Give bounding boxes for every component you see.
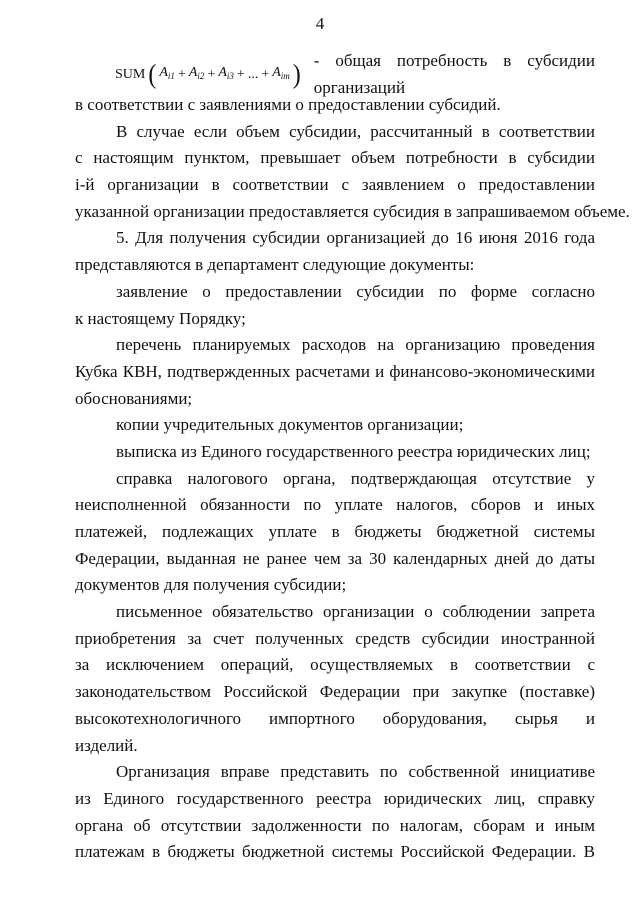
text-line: платежей, подлежащих уплате в бюджеты бюджетной системы: [75, 522, 595, 541]
formula-plus: +: [207, 66, 216, 82]
text-line: в соответствии с заявлениями о предоставлении субсидий.: [75, 95, 501, 114]
text-line: Федерации, выданная не ранее чем за 30 календарных дней до даты: [75, 548, 595, 568]
formula-close-paren: ): [292, 60, 301, 90]
text-line: представляются в департамент следующие документы:: [75, 255, 475, 275]
text-line: i-й организации в соответствии с заявлением о предоставлении: [75, 175, 595, 195]
text-line: с настоящим пунктом, превышает объем потребности в субсидии: [75, 148, 595, 168]
text-line: Организация вправе представить по собственной инициативе: [116, 762, 595, 782]
text-line: перечень планируемых расходов на организацию проведения: [116, 335, 595, 355]
formula-line: [75, 51, 595, 97]
text-line: Кубка КВН, подтвержденных расчетами и финансово-экономическими: [75, 361, 595, 381]
text-line: платежам в бюджеты бюджетной системы Российской Федерации. В: [75, 842, 595, 862]
text-line: заявление о предоставлении субсидии по форме согласно: [116, 281, 595, 301]
text-line: выписка из Единого государственного реестра юридических лиц;: [116, 441, 591, 461]
text-line: копии учредительных документов организации;: [116, 415, 464, 435]
formula-term: $A_{i3}$: [218, 65, 234, 82]
formula-term: $A_{i2}$: [188, 65, 205, 82]
page-number: 4: [315, 14, 325, 33]
text-line: обоснованиями;: [75, 388, 193, 408]
text-line: 5. Для получения субсидии организацией до 16 июня 2016 года: [116, 228, 595, 248]
formula-term: $A_{i1}$: [159, 65, 175, 82]
text-line: документов для получения субсидии;: [75, 575, 347, 595]
formula-open-paren: (: [148, 60, 157, 90]
text-line: В случае если объем субсидии, рассчитанный в соответствии: [116, 121, 595, 141]
formula-plus: +: [236, 66, 245, 82]
sum-formula: [75, 60, 304, 90]
text-line: из Единого государственного реестра юридических лиц, справку: [75, 788, 595, 808]
text-line: изделий.: [75, 735, 138, 755]
formula-plus: +: [177, 66, 186, 82]
formula-plus: +: [261, 66, 270, 82]
document-body: [75, 51, 630, 866]
formula-ellipsis: ...: [247, 66, 259, 82]
text-line: органа об отсутствии задолженности по налогам, сборам и иным: [75, 815, 595, 835]
text-line: приобретения за счет полученных средств субсидии иностранной: [75, 628, 595, 648]
text-line: к настоящему Порядку;: [75, 308, 246, 328]
text-line: письменное обязательство организации о соблюдении запрета: [116, 602, 595, 622]
text-line: - общая потребность в субсидии организаций: [313, 51, 595, 97]
text-line: указанной организации предоставляется субсидия в запрашиваемом объеме.: [75, 201, 630, 221]
text-line: за исключением операций, осуществляемых в соответствии с: [75, 655, 595, 675]
text-line: справка налогового органа, подтверждающая отсутствие у: [116, 468, 595, 488]
formula-term: $A_{im}$: [272, 65, 290, 82]
formula-func: SUM: [115, 66, 146, 82]
text-line: неисполненной обязанности по уплате налогов, сборов и иных: [75, 495, 595, 515]
text-line: высокотехнологичного импортного оборудования, сырья и: [75, 708, 595, 728]
text-line: законодательством Российской Федерации при закупке (поставке): [75, 682, 595, 702]
